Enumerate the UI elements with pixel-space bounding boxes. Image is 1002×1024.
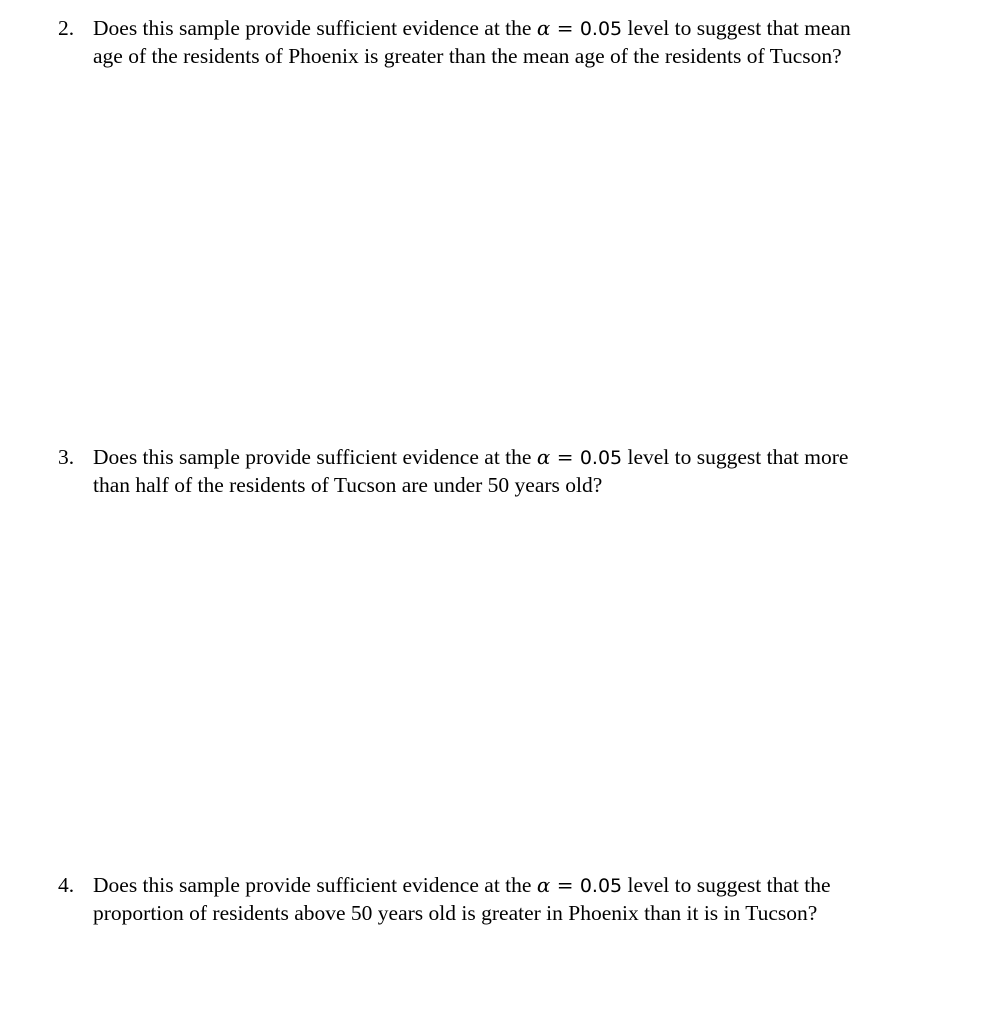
equals-sign: =	[556, 445, 574, 469]
alpha-expression	[537, 873, 622, 897]
question-text	[93, 444, 958, 499]
question-text-after-alpha: level to suggest that mean	[627, 16, 851, 40]
question-number: 3.	[58, 445, 75, 469]
question-text-after-alpha: level to suggest that the	[627, 873, 831, 897]
question-number: 4.	[58, 873, 75, 897]
question-line-1	[93, 872, 958, 900]
question-number: 2.	[58, 16, 75, 40]
question-line-2: than half of the residents of Tucson are under 50 years old?	[93, 473, 603, 497]
equals-sign: =	[556, 16, 574, 40]
alpha-symbol: α	[536, 873, 551, 897]
alpha-value: 0.05	[579, 875, 623, 897]
question-text-before-alpha: Does this sample provide sufficient evidence at the	[93, 445, 532, 469]
alpha-expression	[537, 16, 622, 40]
question-line-2: age of the residents of Phoenix is greater than the mean age of the residents of Tucson?	[93, 44, 842, 68]
question-line-1	[93, 444, 958, 472]
question-line-2: proportion of residents above 50 years old is greater in Phoenix than it is in Tucson?	[93, 901, 818, 925]
question-3	[58, 444, 958, 499]
question-2	[58, 15, 958, 70]
question-line-1	[93, 15, 958, 43]
alpha-value: 0.05	[579, 18, 623, 40]
alpha-value: 0.05	[579, 447, 623, 469]
question-text-before-alpha: Does this sample provide sufficient evidence at the	[93, 873, 532, 897]
alpha-expression	[537, 445, 622, 469]
alpha-symbol: α	[536, 16, 551, 40]
question-text-before-alpha: Does this sample provide sufficient evidence at the	[93, 16, 532, 40]
question-text-after-alpha: level to suggest that more	[627, 445, 849, 469]
equals-sign: =	[556, 873, 574, 897]
alpha-symbol: α	[536, 445, 551, 469]
question-4	[58, 872, 958, 927]
question-text	[93, 872, 958, 927]
question-text	[93, 15, 958, 70]
